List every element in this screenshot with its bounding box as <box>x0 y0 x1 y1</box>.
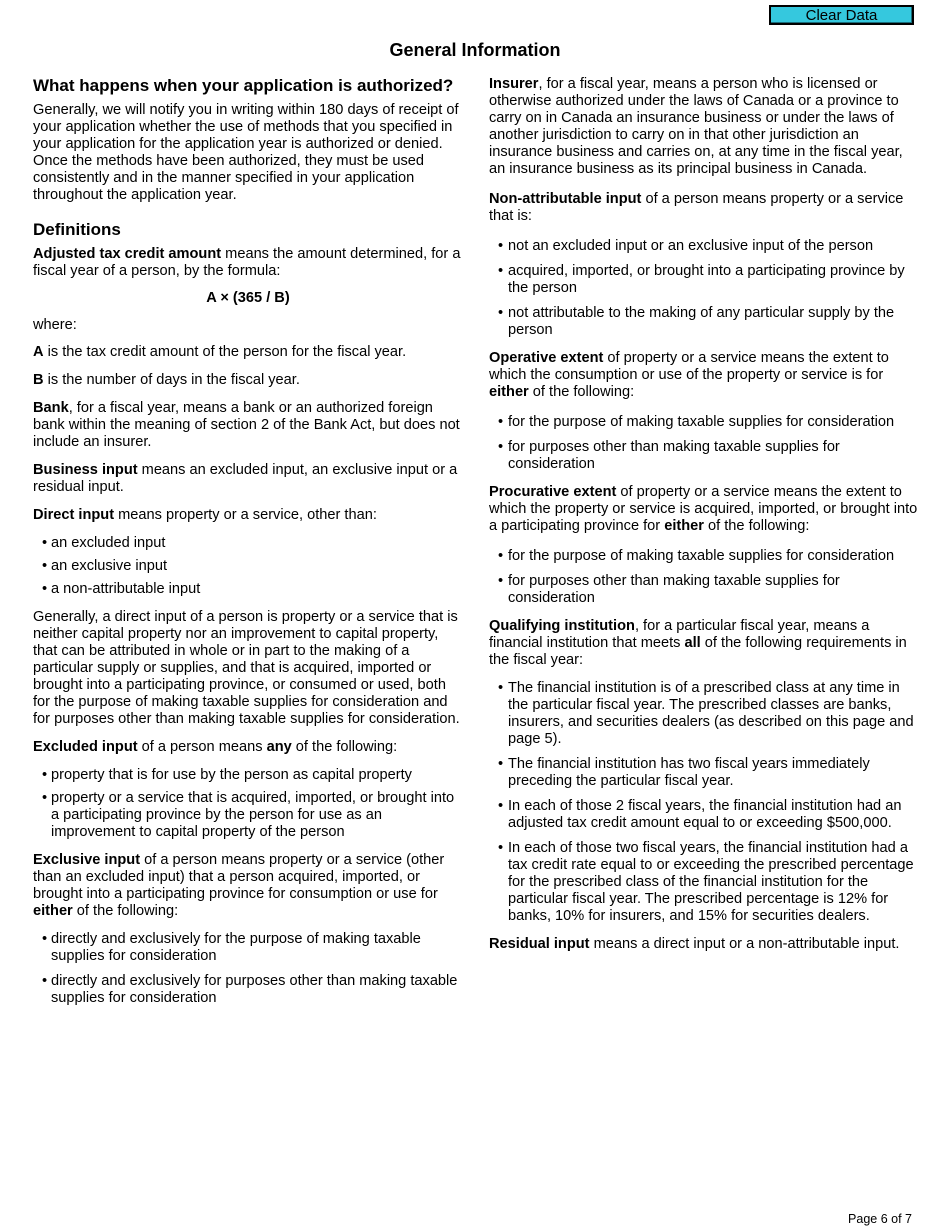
definition-insurer <box>489 76 919 178</box>
list-item: • for the purpose of making taxable supplies for consideration <box>489 414 919 431</box>
definition-emphasis: all <box>684 635 701 651</box>
definition-emphasis: any <box>266 739 292 755</box>
qualifying-institution-list <box>489 680 919 925</box>
definition-procurative-extent <box>489 484 919 535</box>
definition-text: is the tax credit amount of the person for the fiscal year. <box>43 344 407 360</box>
non-attributable-list <box>489 238 919 339</box>
definition-text: is the number of days in the fiscal year. <box>43 372 300 388</box>
list-item: • directly and exclusively for purposes other than making taxable supplies for consideration <box>33 973 463 1007</box>
definition-term: Non-attributable input <box>489 191 642 207</box>
where-label: where: <box>33 317 77 333</box>
definition-text: of the following: <box>528 384 635 400</box>
definition-term: Bank <box>33 400 69 416</box>
list-item: • not an excluded input or an exclusive input of the person <box>489 238 919 255</box>
definition-term: Adjusted tax credit amount <box>33 246 222 262</box>
clear-data-button[interactable]: Clear Data <box>769 5 914 25</box>
direct-input-general: Generally, a direct input of a person is property or a service that is neither capital property nor an improvement to capital property, that can be attributed in whole or in part to the making of a particular supply or supplies, and that is acquired, imported or brought into a participating province, or consumed or used, both for the purpose of making taxable supplies for consideration and for purposes other than making taxable supplies for consideration. <box>33 609 460 727</box>
definition-non-attributable-input <box>489 191 919 225</box>
right-column <box>489 76 919 964</box>
definition-text: of the following: <box>72 903 179 919</box>
list-item: • The financial institution has two fiscal years immediately preceding the particular fiscal year. <box>489 756 919 790</box>
definition-bank <box>33 400 463 451</box>
definition-adjusted-tax-credit-amount <box>33 246 463 280</box>
definition-excluded-input <box>33 739 463 756</box>
definition-text: of a person means <box>137 739 267 755</box>
list-item: • an excluded input <box>33 535 463 552</box>
definition-text: of property or a service means the extent to which the consumption or use of the property or service is for <box>489 350 889 383</box>
procurative-extent-list <box>489 548 919 607</box>
list-item: • not attributable to the making of any particular supply by the person <box>489 305 919 339</box>
list-item: • In each of those 2 fiscal years, the financial institution had an adjusted tax credit amount equal to or exceeding $500,000. <box>489 798 919 832</box>
definition-text: means the amount determined, for a fiscal year of a person, by the formula: <box>33 246 461 279</box>
definition-text: , for a fiscal year, means a bank or an authorized foreign bank within the meaning of section 2 of the Bank Act, but does not include an insurer. <box>33 400 460 450</box>
definition-exclusive-input <box>33 852 463 920</box>
definition-emphasis: either <box>489 384 529 400</box>
definition-text: , for a particular fiscal year, means a financial institution that meets <box>489 618 870 651</box>
definition-term: Residual input <box>489 936 590 952</box>
list-item: • for purposes other than making taxable supplies for consideration <box>489 573 919 607</box>
authorized-heading: What happens when your application is authorized? <box>33 76 454 95</box>
left-column <box>33 76 463 1018</box>
definition-term: B <box>33 372 44 388</box>
definition-text: of a person means property or a service that is: <box>489 191 904 224</box>
formula: A × (365 / B) <box>206 290 290 306</box>
definition-term: A <box>33 344 44 360</box>
definition-qualifying-institution <box>489 618 919 669</box>
definition-b <box>33 372 463 389</box>
definition-text: means an excluded input, an exclusive input or a residual input. <box>33 462 458 495</box>
definition-text: of the following: <box>703 518 810 534</box>
exclusive-input-list <box>33 931 463 1007</box>
definition-business-input <box>33 462 463 496</box>
definition-text: of the following: <box>291 739 398 755</box>
definition-term: Insurer <box>489 76 539 92</box>
definition-term: Operative extent <box>489 350 604 366</box>
definition-term: Exclusive input <box>33 852 141 868</box>
definitions-heading: Definitions <box>33 220 121 239</box>
list-item: • for the purpose of making taxable supplies for consideration <box>489 548 919 565</box>
list-item: • property or a service that is acquired, imported, or brought into a participating province by the person for use as an improvement to capital property of the person <box>33 790 463 841</box>
definition-term: Qualifying institution <box>489 618 635 634</box>
definition-text: , for a fiscal year, means a person who is licensed or otherwise authorized under the laws of Canada or a province to carry on in Canada an insurance business or under the laws of another jurisdiction to carry on in that other jurisdiction an insurance business and carries on, at any time in the fiscal year, an insurance business as its principal business in Canada. <box>489 76 903 177</box>
page-number: Page 6 of 7 <box>848 1212 912 1226</box>
list-item: • property that is for use by the person as capital property <box>33 767 463 784</box>
list-item: • In each of those two fiscal years, the financial institution had a tax credit rate equal to or exceeding the prescribed percentage for the prescribed class of the financial institution for the particular fiscal year. The prescribed percentage is 12% for banks, 10% for insurers, and 15% for securities dealers. <box>489 840 919 925</box>
definition-direct-input <box>33 507 463 524</box>
list-item: • acquired, imported, or brought into a participating province by the person <box>489 263 919 297</box>
definition-term: Direct input <box>33 507 115 523</box>
definition-term: Procurative extent <box>489 484 617 500</box>
definition-a <box>33 344 463 361</box>
list-item: • a non-attributable input <box>33 581 463 598</box>
definition-text: means a direct input or a non-attributable input. <box>589 936 900 952</box>
list-item: • for purposes other than making taxable supplies for consideration <box>489 439 919 473</box>
direct-input-list <box>33 535 463 598</box>
page-title: General Information <box>389 40 561 60</box>
definition-emphasis: either <box>664 518 704 534</box>
definition-term: Business input <box>33 462 138 478</box>
definition-text: of a person means property or a service (other than an excluded input) that a person acquired, imported, or brought into a participating province for consumption or use for <box>33 852 445 902</box>
definition-text: of property or a service means the extent to which the property or service is acquired, imported, or brought into a participating province for <box>489 484 918 534</box>
definition-term: Excluded input <box>33 739 138 755</box>
list-item: • an exclusive input <box>33 558 463 575</box>
definition-text: means property or a service, other than: <box>114 507 377 523</box>
definition-operative-extent <box>489 350 919 401</box>
list-item: • The financial institution is of a prescribed class at any time in the particular fiscal year. The prescribed classes are banks, insurers, and securities dealers (as described on this page and page 5). <box>489 680 919 748</box>
authorized-paragraph: Generally, we will notify you in writing within 180 days of receipt of your application whether the use of methods that you specified in your application for the application year is authorized or denied. Once the methods have been authorized, they must be used consistently and in the manner specified in your application throughout the application year. <box>33 102 459 203</box>
operative-extent-list <box>489 414 919 473</box>
definition-emphasis: either <box>33 903 73 919</box>
definition-residual-input <box>489 936 919 953</box>
excluded-input-list <box>33 767 463 841</box>
definition-text: of the following requirements in the fiscal year: <box>489 635 907 668</box>
list-item: • directly and exclusively for the purpose of making taxable supplies for consideration <box>33 931 463 965</box>
